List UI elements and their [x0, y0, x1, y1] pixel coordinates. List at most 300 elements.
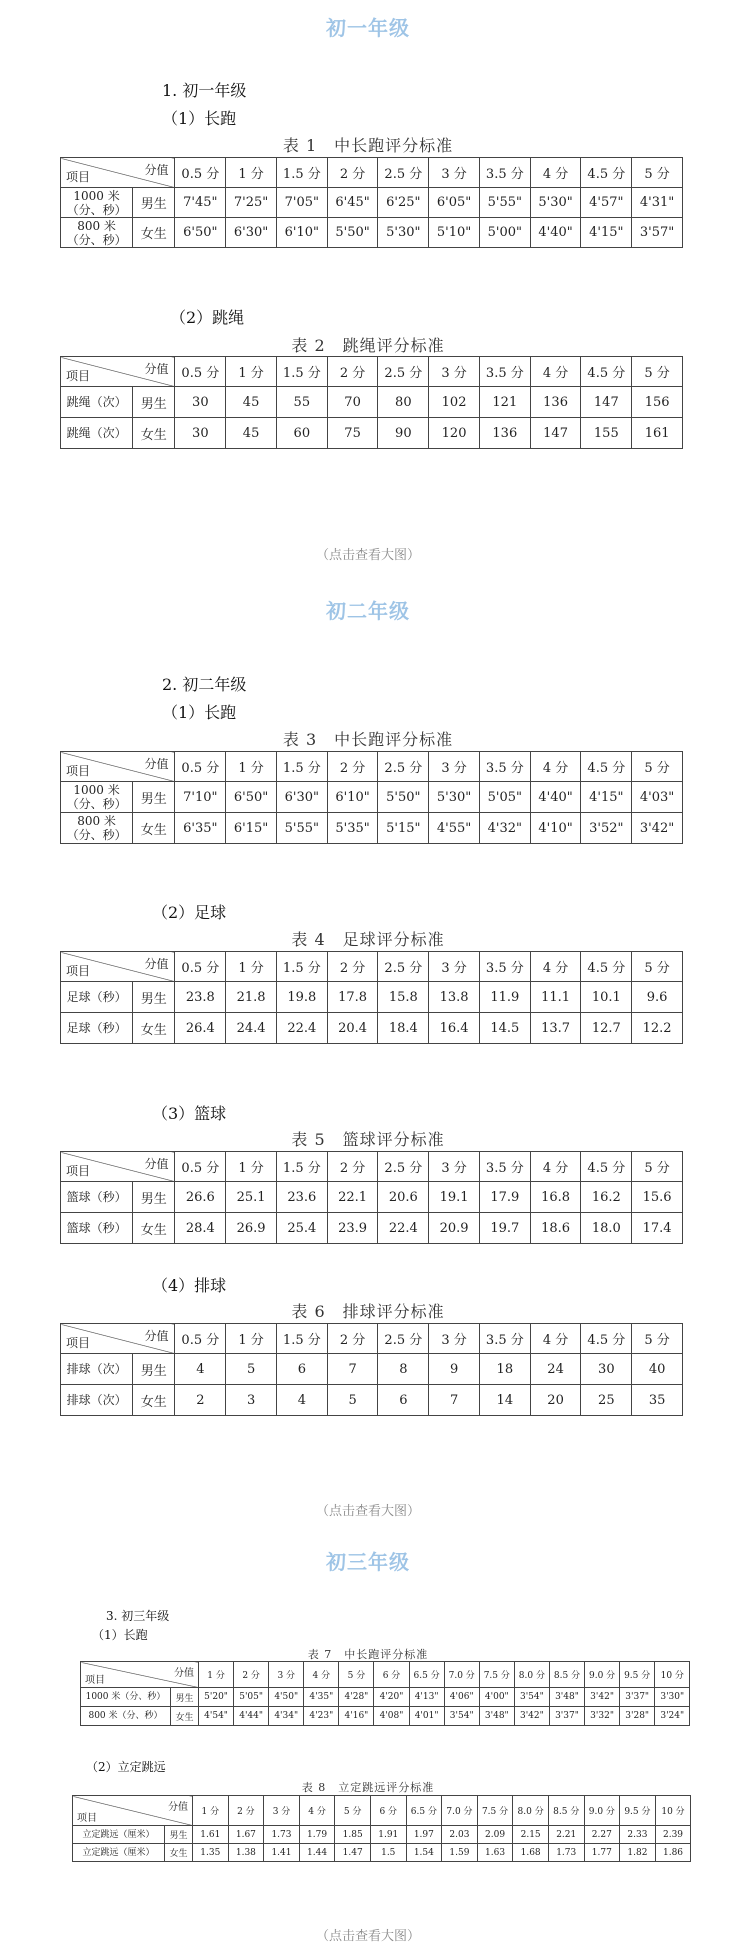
table-row	[61, 1013, 683, 1044]
column-header: 3 分	[429, 357, 480, 387]
column-header: 10 分	[655, 1662, 690, 1688]
column-header: 3 分	[429, 158, 480, 188]
row-gender-label: 男生	[133, 188, 175, 218]
table1-caption: 表 1 中长跑评分标准	[282, 136, 454, 155]
header-item-label: 项目	[66, 369, 91, 383]
table-cell: 22.4	[276, 1013, 327, 1044]
table-cell: 18.0	[581, 1213, 632, 1244]
table-cell: 5'30"	[429, 782, 480, 813]
table-cell: 3'52"	[581, 813, 632, 844]
row-item-label: 足球（秒）	[61, 982, 133, 1013]
column-header: 2.5 分	[378, 357, 429, 387]
table-cell: 22.4	[378, 1213, 429, 1244]
table-cell: 3	[226, 1385, 277, 1416]
column-header: 6 分	[374, 1662, 409, 1688]
column-header: 4 分	[299, 1796, 335, 1826]
view-large-image-link-1[interactable]: （点击查看大图）	[315, 548, 420, 563]
table-cell: 20.9	[429, 1213, 480, 1244]
column-header: 3.5 分	[479, 357, 530, 387]
row-item-label: 1000 米 （分、秒）	[61, 188, 133, 218]
table-cell: 19.7	[479, 1213, 530, 1244]
table-cell: 20.6	[378, 1182, 429, 1213]
column-header: 7.0 分	[444, 1662, 479, 1688]
table-cell: 4'01"	[409, 1707, 444, 1726]
column-header: 8.5 分	[549, 1662, 584, 1688]
table-cell: 1.73	[264, 1826, 300, 1844]
table-cell: 1.59	[442, 1844, 478, 1862]
table-cell: 8	[378, 1354, 429, 1385]
table-cell: 4'28"	[339, 1688, 374, 1707]
table-cell: 3'42"	[585, 1688, 620, 1707]
table-cell: 22.1	[327, 1182, 378, 1213]
column-header: 9.5 分	[620, 1796, 656, 1826]
table-cell: 26.4	[175, 1013, 226, 1044]
header-diagonal-cell	[81, 1662, 199, 1688]
column-header: 7.0 分	[442, 1796, 478, 1826]
column-header: 1.5 分	[276, 1324, 327, 1354]
grade3-title: 3. 初三年级	[106, 1609, 170, 1623]
table-cell: 5	[327, 1385, 378, 1416]
table5-caption: 表 5 篮球评分标准	[291, 1130, 445, 1149]
row-gender-label: 女生	[133, 1213, 175, 1244]
row-gender-label: 男生	[133, 782, 175, 813]
table-cell: 3'42"	[514, 1707, 549, 1726]
table3-caption: 表 3 中长跑评分标准	[282, 730, 454, 749]
column-header: 5 分	[632, 1324, 683, 1354]
table-row	[81, 1688, 690, 1707]
table8-standing-jump	[72, 1795, 691, 1862]
column-header: 2 分	[327, 1152, 378, 1182]
table-cell: 3'57"	[632, 218, 683, 248]
header-score-label: 分值	[144, 1329, 169, 1343]
table-cell: 5'05"	[234, 1688, 269, 1707]
table-cell: 4'35"	[304, 1688, 339, 1707]
row-gender-label: 女生	[133, 418, 175, 449]
header-item-label: 项目	[66, 170, 91, 184]
row-item-label: 立定跳远（厘米）	[73, 1844, 165, 1862]
table-cell: 1.54	[406, 1844, 442, 1862]
header-score-label: 分值	[144, 362, 169, 376]
row-gender-label: 女生	[133, 218, 175, 248]
table-cell: 25	[581, 1385, 632, 1416]
table-cell: 4'03"	[632, 782, 683, 813]
column-header: 4 分	[530, 357, 581, 387]
row-gender-label: 男生	[133, 387, 175, 418]
table-header-row	[81, 1662, 690, 1688]
table-cell: 45	[226, 418, 277, 449]
column-header: 3.5 分	[479, 1324, 530, 1354]
column-header: 0.5 分	[175, 357, 226, 387]
column-header: 2.5 分	[378, 1152, 429, 1182]
table-cell: 19.1	[429, 1182, 480, 1213]
grade2-banner: 初二年级	[326, 599, 410, 623]
table-cell: 3'54"	[514, 1688, 549, 1707]
table-cell: 7'05"	[276, 188, 327, 218]
table-cell: 102	[429, 387, 480, 418]
column-header: 4 分	[530, 952, 581, 982]
table-cell: 156	[632, 387, 683, 418]
table-cell: 12.2	[632, 1013, 683, 1044]
table-cell: 30	[581, 1354, 632, 1385]
table4-caption: 表 4 足球评分标准	[291, 930, 445, 949]
table-cell: 2.09	[477, 1826, 513, 1844]
column-header: 5 分	[335, 1796, 371, 1826]
column-header: 4 分	[530, 1152, 581, 1182]
header-diagonal-cell	[73, 1796, 193, 1826]
column-header: 3 分	[429, 1152, 480, 1182]
table-cell: 14.5	[479, 1013, 530, 1044]
table-cell: 13.8	[429, 982, 480, 1013]
column-header: 7.5 分	[479, 1662, 514, 1688]
table-cell: 6'30"	[226, 218, 277, 248]
column-header: 1.5 分	[276, 752, 327, 782]
table-cell: 17.4	[632, 1213, 683, 1244]
table-cell: 1.77	[584, 1844, 620, 1862]
column-header: 9.0 分	[584, 1796, 620, 1826]
table-row	[73, 1826, 691, 1844]
table-cell: 1.91	[370, 1826, 406, 1844]
row-item-label: 排球（次）	[61, 1354, 133, 1385]
table-cell: 26.9	[226, 1213, 277, 1244]
row-item-label: 800 米（分、秒）	[81, 1707, 171, 1726]
column-header: 7.5 分	[477, 1796, 513, 1826]
table-cell: 17.9	[479, 1182, 530, 1213]
table-cell: 24.4	[226, 1013, 277, 1044]
column-header: 4 分	[304, 1662, 339, 1688]
table-cell: 5'50"	[378, 782, 429, 813]
column-header: 4.5 分	[581, 952, 632, 982]
table-cell: 5'30"	[378, 218, 429, 248]
table-cell: 6'45"	[327, 188, 378, 218]
table-cell: 6'15"	[226, 813, 277, 844]
table-cell: 2.27	[584, 1826, 620, 1844]
header-diagonal-cell	[61, 1152, 175, 1182]
table-cell: 4'57"	[581, 188, 632, 218]
table-cell: 80	[378, 387, 429, 418]
table-cell: 4'15"	[581, 782, 632, 813]
table-cell: 2.39	[655, 1826, 691, 1844]
table-cell: 3'24"	[655, 1707, 690, 1726]
table-cell: 6'10"	[276, 218, 327, 248]
header-diagonal-cell	[61, 1324, 175, 1354]
table-cell: 147	[581, 387, 632, 418]
row-item-label: 篮球（秒）	[61, 1182, 133, 1213]
grade2-section-football: （2）足球	[152, 903, 227, 922]
table7-long-run	[80, 1661, 690, 1726]
table-cell: 19.8	[276, 982, 327, 1013]
column-header: 10 分	[655, 1796, 691, 1826]
header-item-label: 项目	[77, 1813, 97, 1824]
row-item-label: 1000 米（分、秒）	[81, 1688, 171, 1707]
table-cell: 6'50"	[175, 218, 226, 248]
table-cell: 7'25"	[226, 188, 277, 218]
column-header: 3.5 分	[479, 1152, 530, 1182]
row-item-label: 立定跳远（厘米）	[73, 1826, 165, 1844]
table-cell: 23.6	[276, 1182, 327, 1213]
table-cell: 3'48"	[549, 1688, 584, 1707]
table-cell: 15.8	[378, 982, 429, 1013]
table-cell: 4	[175, 1354, 226, 1385]
grade3-banner: 初三年级	[326, 1550, 410, 1574]
table-cell: 26.6	[175, 1182, 226, 1213]
table-cell: 35	[632, 1385, 683, 1416]
table-cell: 4'55"	[429, 813, 480, 844]
table-cell: 12.7	[581, 1013, 632, 1044]
column-header: 4.5 分	[581, 752, 632, 782]
header-score-label: 分值	[144, 757, 169, 771]
table-cell: 7'45"	[175, 188, 226, 218]
header-diagonal-cell	[61, 158, 175, 188]
column-header: 1.5 分	[276, 158, 327, 188]
row-item-label: 800 米 （分、秒）	[61, 218, 133, 248]
column-header: 5 分	[632, 952, 683, 982]
table-cell: 7	[327, 1354, 378, 1385]
table-cell: 5'55"	[276, 813, 327, 844]
header-score-label: 分值	[168, 1802, 188, 1813]
table-cell: 1.68	[513, 1844, 549, 1862]
column-header: 6.5 分	[406, 1796, 442, 1826]
table-cell: 6'10"	[327, 782, 378, 813]
table-cell: 5'05"	[479, 782, 530, 813]
table-cell: 2.15	[513, 1826, 549, 1844]
table-cell: 16.2	[581, 1182, 632, 1213]
table8-caption: 表 8 立定跳远评分标准	[301, 1781, 435, 1794]
column-header: 1 分	[226, 158, 277, 188]
table-cell: 21.8	[226, 982, 277, 1013]
table4-football	[60, 951, 683, 1044]
table5-basketball	[60, 1151, 683, 1244]
row-gender-label: 女生	[133, 1385, 175, 1416]
column-header: 4.5 分	[581, 158, 632, 188]
column-header: 0.5 分	[175, 1152, 226, 1182]
table-cell: 13.7	[530, 1013, 581, 1044]
table-header-row	[61, 752, 683, 782]
table-cell: 6'35"	[175, 813, 226, 844]
table-cell: 3'28"	[620, 1707, 655, 1726]
table-cell: 1.63	[477, 1844, 513, 1862]
table-cell: 1.86	[655, 1844, 691, 1862]
table-cell: 4'40"	[530, 782, 581, 813]
table-cell: 55	[276, 387, 327, 418]
table-cell: 120	[429, 418, 480, 449]
table-cell: 6'30"	[276, 782, 327, 813]
table-cell: 1.85	[335, 1826, 371, 1844]
grade2-title: 2. 初二年级	[162, 675, 247, 694]
column-header: 5 分	[632, 1152, 683, 1182]
table-cell: 1.61	[193, 1826, 229, 1844]
table-header-row	[61, 1152, 683, 1182]
table7-caption: 表 7 中长跑评分标准	[307, 1648, 429, 1661]
column-header: 0.5 分	[175, 158, 226, 188]
column-header: 3 分	[264, 1796, 300, 1826]
grade2-section-long-run: （1）长跑	[162, 703, 237, 722]
header-score-label: 分值	[144, 957, 169, 971]
table-cell: 2.21	[548, 1826, 584, 1844]
table-cell: 16.8	[530, 1182, 581, 1213]
column-header: 4 分	[530, 1324, 581, 1354]
table-cell: 4'16"	[339, 1707, 374, 1726]
table-cell: 6'50"	[226, 782, 277, 813]
table-cell: 1.73	[548, 1844, 584, 1862]
table2-jump-rope	[60, 356, 683, 449]
table-cell: 6'05"	[429, 188, 480, 218]
table-cell: 4'50"	[269, 1688, 304, 1707]
table-cell: 7'10"	[175, 782, 226, 813]
table-cell: 1.5	[370, 1844, 406, 1862]
table-cell: 7	[429, 1385, 480, 1416]
column-header: 0.5 分	[175, 1324, 226, 1354]
column-header: 3 分	[269, 1662, 304, 1688]
column-header: 1 分	[226, 1152, 277, 1182]
table-row	[61, 387, 683, 418]
row-item-label: 排球（次）	[61, 1385, 133, 1416]
table-row	[61, 813, 683, 844]
column-header: 3 分	[429, 952, 480, 982]
row-gender-label: 男生	[133, 982, 175, 1013]
table-cell: 155	[581, 418, 632, 449]
table-cell: 6	[276, 1354, 327, 1385]
view-large-image-link-2[interactable]: （点击查看大图）	[315, 1504, 420, 1519]
row-item-label: 足球（秒）	[61, 1013, 133, 1044]
table-cell: 25.1	[226, 1182, 277, 1213]
column-header: 5 分	[339, 1662, 374, 1688]
row-item-label: 跳绳（次）	[61, 418, 133, 449]
grade1-banner: 初一年级	[326, 16, 410, 40]
table-cell: 4'13"	[409, 1688, 444, 1707]
table-cell: 6	[378, 1385, 429, 1416]
table-cell: 147	[530, 418, 581, 449]
table-header-row	[61, 1324, 683, 1354]
column-header: 2 分	[327, 752, 378, 782]
header-item-label: 项目	[66, 764, 91, 778]
table-cell: 28.4	[175, 1213, 226, 1244]
table-cell: 14	[479, 1385, 530, 1416]
table-cell: 4'08"	[374, 1707, 409, 1726]
table-cell: 5'35"	[327, 813, 378, 844]
table-cell: 5'30"	[530, 188, 581, 218]
column-header: 2 分	[327, 357, 378, 387]
table-cell: 121	[479, 387, 530, 418]
header-diagonal-cell	[61, 952, 175, 982]
column-header: 5 分	[632, 357, 683, 387]
table-cell: 9.6	[632, 982, 683, 1013]
grade3-section-long-run: （1）长跑	[92, 1628, 148, 1642]
column-header: 1 分	[193, 1796, 229, 1826]
table-cell: 5'10"	[429, 218, 480, 248]
table-cell: 1.67	[228, 1826, 264, 1844]
table-cell: 5'20"	[199, 1688, 234, 1707]
table-header-row	[61, 952, 683, 982]
column-header: 1 分	[226, 357, 277, 387]
table-cell: 1.47	[335, 1844, 371, 1862]
grade3-section-standing-jump: （2）立定跳远	[86, 1760, 166, 1774]
column-header: 4.5 分	[581, 1152, 632, 1182]
table-cell: 4'54"	[199, 1707, 234, 1726]
table-cell: 23.8	[175, 982, 226, 1013]
column-header: 2.5 分	[378, 1324, 429, 1354]
column-header: 9.0 分	[585, 1662, 620, 1688]
table-cell: 70	[327, 387, 378, 418]
table-cell: 16.4	[429, 1013, 480, 1044]
table-row	[61, 188, 683, 218]
table-cell: 3'30"	[655, 1688, 690, 1707]
table-cell: 20.4	[327, 1013, 378, 1044]
table-cell: 4'00"	[479, 1688, 514, 1707]
column-header: 4.5 分	[581, 1324, 632, 1354]
header-item-label: 项目	[66, 1164, 91, 1178]
table-cell: 4'31"	[632, 188, 683, 218]
column-header: 6 分	[370, 1796, 406, 1826]
grade1-section-jump-rope: （2）跳绳	[170, 308, 245, 327]
table6-caption: 表 6 排球评分标准	[291, 1302, 445, 1321]
table-cell: 1.41	[264, 1844, 300, 1862]
table-cell: 3'37"	[620, 1688, 655, 1707]
column-header: 1 分	[226, 1324, 277, 1354]
table-cell: 17.8	[327, 982, 378, 1013]
column-header: 3 分	[429, 1324, 480, 1354]
header-score-label: 分值	[144, 1157, 169, 1171]
table-cell: 40	[632, 1354, 683, 1385]
table2-caption: 表 2 跳绳评分标准	[291, 336, 445, 355]
column-header: 2.5 分	[378, 952, 429, 982]
table-cell: 1.35	[193, 1844, 229, 1862]
grade2-section-volleyball: （4）排球	[152, 1276, 227, 1295]
table-cell: 5'15"	[378, 813, 429, 844]
grade1-section-long-run: （1）长跑	[162, 109, 237, 128]
table-cell: 3'48"	[479, 1707, 514, 1726]
table-row	[61, 982, 683, 1013]
table-cell: 60	[276, 418, 327, 449]
table-row	[61, 1385, 683, 1416]
table-header-row	[61, 158, 683, 188]
table-cell: 1.38	[228, 1844, 264, 1862]
row-gender-label: 男生	[165, 1826, 193, 1844]
table-cell: 2.03	[442, 1826, 478, 1844]
table-cell: 1.44	[299, 1844, 335, 1862]
table-cell: 23.9	[327, 1213, 378, 1244]
header-score-label: 分值	[174, 1668, 194, 1679]
row-item-label: 跳绳（次）	[61, 387, 133, 418]
column-header: 0.5 分	[175, 752, 226, 782]
view-large-image-link-3[interactable]: （点击查看大图）	[315, 1929, 420, 1944]
table-row	[81, 1707, 690, 1726]
row-item-label: 篮球（秒）	[61, 1213, 133, 1244]
table1-long-run	[60, 157, 683, 248]
column-header: 1.5 分	[276, 357, 327, 387]
column-header: 9.5 分	[620, 1662, 655, 1688]
table-cell: 3'37"	[549, 1707, 584, 1726]
table-cell: 3'32"	[585, 1707, 620, 1726]
table-cell: 4'10"	[530, 813, 581, 844]
column-header: 2.5 分	[378, 752, 429, 782]
table-cell: 24	[530, 1354, 581, 1385]
table-cell: 4'15"	[581, 218, 632, 248]
column-header: 2 分	[228, 1796, 264, 1826]
column-header: 1 分	[199, 1662, 234, 1688]
row-item-label: 800 米 （分、秒）	[61, 813, 133, 844]
column-header: 2 分	[327, 158, 378, 188]
table-cell: 30	[175, 418, 226, 449]
table-cell: 18.4	[378, 1013, 429, 1044]
column-header: 5 分	[632, 158, 683, 188]
table-cell: 10.1	[581, 982, 632, 1013]
table-cell: 5'55"	[479, 188, 530, 218]
table-cell: 1.79	[299, 1826, 335, 1844]
table-cell: 4'06"	[444, 1688, 479, 1707]
table-row	[61, 782, 683, 813]
column-header: 4 分	[530, 158, 581, 188]
column-header: 2.5 分	[378, 158, 429, 188]
